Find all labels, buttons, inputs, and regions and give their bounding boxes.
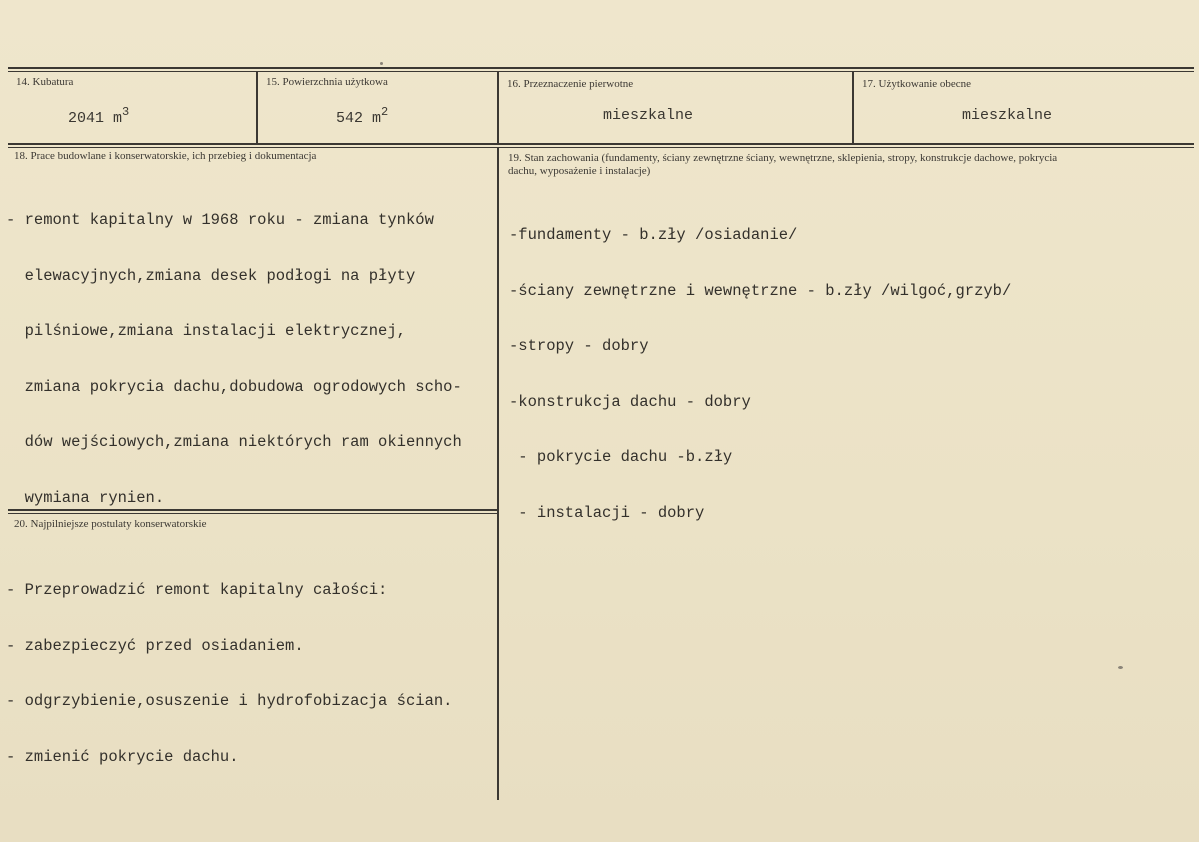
field-19-label: 19. Stan zachowania (fundamenty, ściany zewnętrzne ściany, wewnętrzne, sklepienia, stropy, konstrukcje dachowe, pokrycia dachu, wyposażenie i instalacje) (508, 152, 1058, 177)
field-18-label: 18. Prace budowlane i konserwatorskie, ich przebieg i dokumentacja (14, 150, 317, 162)
field-20-label: 20. Najpilniejsze postulaty konserwatorskie (14, 518, 207, 530)
field-18-text (6, 174, 462, 544)
field-14-label: 14. Kubatura (16, 76, 74, 88)
field-16-label: 16. Przeznaczenie pierwotne (507, 78, 634, 90)
divider-main (497, 148, 499, 800)
field-19-line: -konstrukcja dachu - dobry (509, 392, 751, 411)
field-18-line: zmiana pokrycia dachu,dobudowa ogrodowych scho- (6, 377, 462, 396)
field-14-unit-exponent: 3 (122, 105, 130, 119)
field-18-line: wymiana rynien. (6, 488, 165, 507)
field-19-line: -stropy - dobry (509, 337, 649, 355)
field-15-number: 542 m (336, 110, 382, 127)
paper-speck (1118, 666, 1123, 669)
row1-bottom-rule-inner (8, 147, 1194, 148)
field-15-label: 15. Powierzchnia użytkowa (266, 76, 388, 88)
field-20-line: - Przeprowadzić remont kapitalny całości: (6, 581, 388, 599)
field-20-text (6, 544, 452, 803)
divider-16-17 (852, 72, 854, 144)
field-18-line: pilśniowe,zmiana instalacji elektrycznej, (6, 322, 406, 340)
field-17-value: mieszkalne (962, 107, 1053, 124)
field-14-number: 2041 m (68, 110, 123, 127)
field-20-line: - zmienić pokrycie dachu. (6, 747, 239, 766)
field-19-line: - pokrycie dachu -b.zły (509, 448, 733, 466)
top-rule-inner (8, 71, 1194, 72)
field-17-label: 17. Użytkowanie obecne (862, 78, 972, 90)
field-19-line: -fundamenty - b.zły /osiadanie/ (509, 226, 798, 244)
field-14-value (68, 105, 129, 127)
divider-15-16 (497, 72, 499, 144)
field-15-value (336, 105, 388, 127)
paper-speck (380, 62, 383, 65)
field-16-value: mieszkalne (603, 107, 694, 124)
divider-14-15 (256, 72, 258, 144)
field-19-line: -ściany zewnętrzne i wewnętrzne - b.zły /wilgoć,grzyb/ (509, 281, 1012, 300)
field-15-unit-exponent: 2 (381, 105, 389, 119)
row1-bottom-rule (8, 143, 1194, 145)
field-18-line: - remont kapitalny w 1968 roku - zmiana tynków (6, 211, 434, 229)
field-20-line: - odgrzybienie,osuszenie i hydrofobizacja ścian. (6, 692, 453, 710)
field-18-line: elewacyjnych,zmiana desek podłogi na płyty (6, 266, 416, 285)
field-19-text (509, 189, 1011, 559)
field-18-line: dów wejściowych,zmiana niektórych ram okiennych (6, 433, 462, 451)
field-20-line: - zabezpieczyć przed osiadaniem. (6, 636, 304, 655)
field-19-line: - instalacji - dobry (509, 503, 705, 522)
top-rule (8, 67, 1194, 69)
